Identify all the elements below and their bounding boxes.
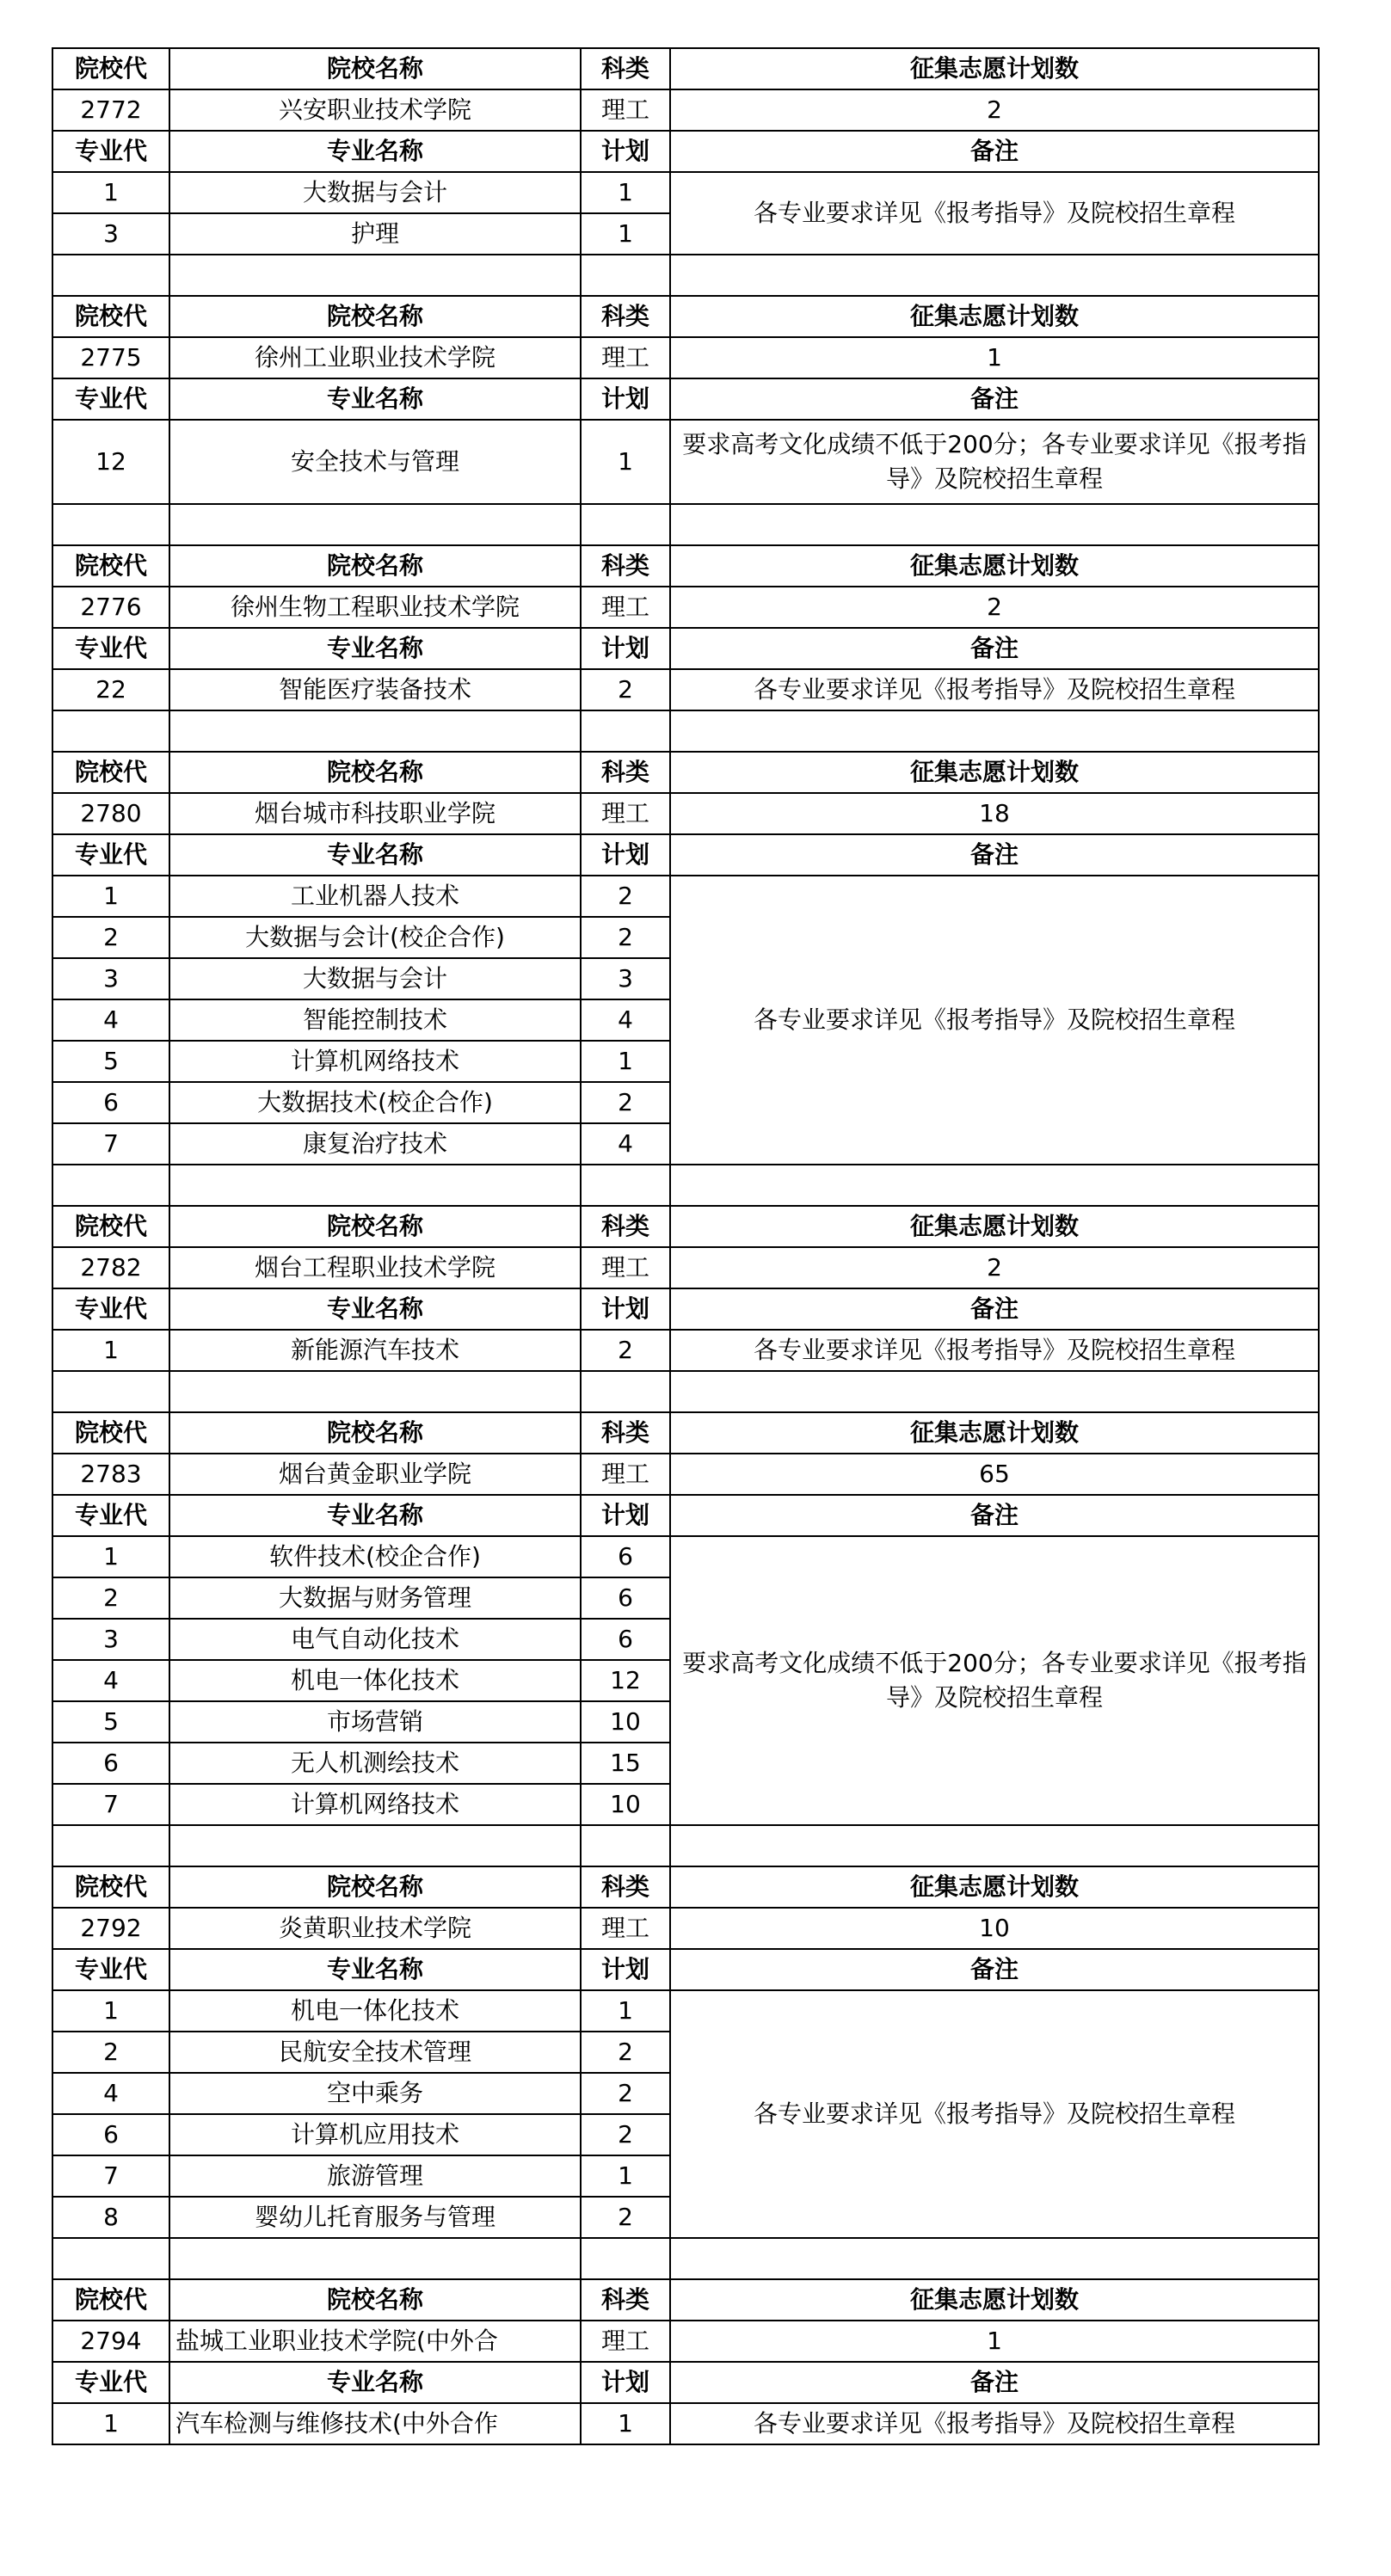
plan-header: 计划 — [581, 378, 670, 420]
school-name-header: 院校名称 — [169, 1866, 581, 1908]
school-category: 理工 — [581, 1908, 670, 1949]
major-code-header: 专业代 — [52, 628, 169, 669]
major-name-header: 专业名称 — [169, 628, 581, 669]
major-code-header: 专业代 — [52, 378, 169, 420]
remark-header: 备注 — [670, 1949, 1319, 1990]
major-plan: 1 — [581, 172, 670, 213]
major-code: 1 — [52, 876, 169, 917]
major-plan: 1 — [581, 213, 670, 255]
major-code: 6 — [52, 2114, 169, 2155]
school-category: 理工 — [581, 2321, 670, 2362]
empty-cell — [169, 1165, 581, 1206]
empty-cell — [581, 1825, 670, 1866]
major-plan: 2 — [581, 2073, 670, 2114]
school-plan-total: 1 — [670, 337, 1319, 378]
major-row — [52, 1990, 1319, 2032]
empty-cell — [52, 710, 169, 752]
major-name-header: 专业名称 — [169, 1288, 581, 1330]
major-name-header: 专业名称 — [169, 131, 581, 172]
major-code: 4 — [52, 1660, 169, 1701]
school-row — [52, 2321, 1319, 2362]
major-name: 大数据技术(校企合作) — [169, 1082, 581, 1123]
category-header: 科类 — [581, 545, 670, 587]
admission-plan-table — [52, 47, 1320, 2445]
empty-cell — [670, 1165, 1319, 1206]
major-plan: 10 — [581, 1784, 670, 1825]
major-name: 软件技术(校企合作) — [169, 1536, 581, 1577]
major-plan: 2 — [581, 669, 670, 710]
major-header-row — [52, 834, 1319, 876]
major-code: 7 — [52, 1784, 169, 1825]
empty-cell — [581, 710, 670, 752]
major-row — [52, 876, 1319, 917]
major-remark: 要求高考文化成绩不低于200分；各专业要求详见《报考指导》及院校招生章程 — [670, 1536, 1319, 1825]
school-code: 2792 — [52, 1908, 169, 1949]
empty-cell — [52, 1165, 169, 1206]
major-code: 2 — [52, 1577, 169, 1619]
major-plan: 2 — [581, 1330, 670, 1371]
school-name-header: 院校名称 — [169, 752, 581, 793]
school-row — [52, 89, 1319, 131]
spacer-row — [52, 710, 1319, 752]
major-name: 计算机网络技术 — [169, 1784, 581, 1825]
major-code: 6 — [52, 1743, 169, 1784]
school-code-header: 院校代 — [52, 752, 169, 793]
major-code: 1 — [52, 1990, 169, 2032]
plan-header: 计划 — [581, 1949, 670, 1990]
plan-header: 计划 — [581, 1288, 670, 1330]
plan-header: 计划 — [581, 1495, 670, 1536]
empty-cell — [670, 1825, 1319, 1866]
empty-cell — [581, 1371, 670, 1412]
empty-cell — [169, 1825, 581, 1866]
major-remark: 各专业要求详见《报考指导》及院校招生章程 — [670, 2403, 1319, 2444]
school-plan-total: 2 — [670, 1247, 1319, 1288]
plan-total-header: 征集志愿计划数 — [670, 48, 1319, 89]
major-remark: 各专业要求详见《报考指导》及院校招生章程 — [670, 876, 1319, 1165]
school-header-row — [52, 1866, 1319, 1908]
major-name: 安全技术与管理 — [169, 420, 581, 504]
major-remark: 各专业要求详见《报考指导》及院校招生章程 — [670, 669, 1319, 710]
major-code: 2 — [52, 2032, 169, 2073]
major-name: 汽车检测与维修技术(中外合作 — [169, 2403, 581, 2444]
school-category: 理工 — [581, 89, 670, 131]
major-code-header: 专业代 — [52, 131, 169, 172]
school-code: 2775 — [52, 337, 169, 378]
school-plan-total: 2 — [670, 89, 1319, 131]
school-code: 2780 — [52, 793, 169, 834]
school-row — [52, 587, 1319, 628]
major-row — [52, 1330, 1319, 1371]
plan-header: 计划 — [581, 2362, 670, 2403]
school-name-header: 院校名称 — [169, 1412, 581, 1454]
major-name: 新能源汽车技术 — [169, 1330, 581, 1371]
major-code: 12 — [52, 420, 169, 504]
major-name: 康复治疗技术 — [169, 1123, 581, 1165]
major-name: 大数据与会计(校企合作) — [169, 917, 581, 958]
school-category: 理工 — [581, 1247, 670, 1288]
remark-header: 备注 — [670, 1288, 1319, 1330]
major-code: 5 — [52, 1701, 169, 1743]
major-remark: 要求高考文化成绩不低于200分；各专业要求详见《报考指导》及院校招生章程 — [670, 420, 1319, 504]
major-name: 民航安全技术管理 — [169, 2032, 581, 2073]
school-name-header: 院校名称 — [169, 2279, 581, 2321]
school-code-header: 院校代 — [52, 1412, 169, 1454]
major-code: 5 — [52, 1041, 169, 1082]
empty-cell — [169, 710, 581, 752]
major-plan: 1 — [581, 1041, 670, 1082]
major-name: 旅游管理 — [169, 2155, 581, 2197]
major-plan: 2 — [581, 1082, 670, 1123]
major-code: 7 — [52, 2155, 169, 2197]
major-remark: 各专业要求详见《报考指导》及院校招生章程 — [670, 1990, 1319, 2238]
major-plan: 2 — [581, 2114, 670, 2155]
major-code: 22 — [52, 669, 169, 710]
empty-cell — [52, 1825, 169, 1866]
major-remark: 各专业要求详见《报考指导》及院校招生章程 — [670, 1330, 1319, 1371]
major-row — [52, 2403, 1319, 2444]
empty-cell — [670, 2238, 1319, 2279]
major-code: 4 — [52, 999, 169, 1041]
school-name: 徐州工业职业技术学院 — [169, 337, 581, 378]
empty-cell — [169, 1371, 581, 1412]
major-plan: 3 — [581, 958, 670, 999]
empty-cell — [581, 1165, 670, 1206]
major-name-header: 专业名称 — [169, 2362, 581, 2403]
major-row — [52, 1536, 1319, 1577]
major-header-row — [52, 131, 1319, 172]
major-plan: 15 — [581, 1743, 670, 1784]
school-code-header: 院校代 — [52, 1206, 169, 1247]
major-code: 2 — [52, 917, 169, 958]
school-code-header: 院校代 — [52, 545, 169, 587]
school-name: 烟台黄金职业学院 — [169, 1454, 581, 1495]
major-name: 婴幼儿托育服务与管理 — [169, 2197, 581, 2238]
major-header-row — [52, 2362, 1319, 2403]
major-plan: 10 — [581, 1701, 670, 1743]
empty-cell — [52, 504, 169, 545]
school-code-header: 院校代 — [52, 296, 169, 337]
plan-header: 计划 — [581, 834, 670, 876]
major-name: 空中乘务 — [169, 2073, 581, 2114]
plan-header: 计划 — [581, 131, 670, 172]
major-plan: 1 — [581, 420, 670, 504]
school-category: 理工 — [581, 1454, 670, 1495]
empty-cell — [52, 255, 169, 296]
plan-total-header: 征集志愿计划数 — [670, 545, 1319, 587]
major-name: 机电一体化技术 — [169, 1660, 581, 1701]
remark-header: 备注 — [670, 131, 1319, 172]
category-header: 科类 — [581, 48, 670, 89]
school-code: 2772 — [52, 89, 169, 131]
spacer-row — [52, 504, 1319, 545]
major-code: 1 — [52, 2403, 169, 2444]
school-plan-total: 1 — [670, 2321, 1319, 2362]
school-name-header: 院校名称 — [169, 545, 581, 587]
empty-cell — [670, 255, 1319, 296]
remark-header: 备注 — [670, 378, 1319, 420]
major-row — [52, 669, 1319, 710]
empty-cell — [670, 710, 1319, 752]
plan-total-header: 征集志愿计划数 — [670, 296, 1319, 337]
school-category: 理工 — [581, 337, 670, 378]
major-code: 1 — [52, 1536, 169, 1577]
major-plan: 2 — [581, 2197, 670, 2238]
major-plan: 1 — [581, 2155, 670, 2197]
major-header-row — [52, 378, 1319, 420]
major-header-row — [52, 628, 1319, 669]
empty-cell — [169, 504, 581, 545]
empty-cell — [169, 255, 581, 296]
major-row — [52, 420, 1319, 504]
remark-header: 备注 — [670, 834, 1319, 876]
plan-total-header: 征集志愿计划数 — [670, 1866, 1319, 1908]
major-name: 市场营销 — [169, 1701, 581, 1743]
plan-total-header: 征集志愿计划数 — [670, 1206, 1319, 1247]
major-plan: 2 — [581, 2032, 670, 2073]
school-header-row — [52, 296, 1319, 337]
major-header-row — [52, 1949, 1319, 1990]
category-header: 科类 — [581, 296, 670, 337]
remark-header: 备注 — [670, 628, 1319, 669]
major-code-header: 专业代 — [52, 1495, 169, 1536]
major-code: 7 — [52, 1123, 169, 1165]
school-name: 烟台工程职业技术学院 — [169, 1247, 581, 1288]
major-name: 大数据与会计 — [169, 172, 581, 213]
spacer-row — [52, 1825, 1319, 1866]
empty-cell — [581, 2238, 670, 2279]
spacer-row — [52, 1165, 1319, 1206]
major-name: 护理 — [169, 213, 581, 255]
major-name-header: 专业名称 — [169, 1949, 581, 1990]
school-code-header: 院校代 — [52, 48, 169, 89]
major-code: 3 — [52, 958, 169, 999]
empty-cell — [52, 2238, 169, 2279]
school-header-row — [52, 2279, 1319, 2321]
major-code-header: 专业代 — [52, 2362, 169, 2403]
major-name: 大数据与财务管理 — [169, 1577, 581, 1619]
category-header: 科类 — [581, 2279, 670, 2321]
major-name: 无人机测绘技术 — [169, 1743, 581, 1784]
major-code: 3 — [52, 213, 169, 255]
empty-cell — [670, 1371, 1319, 1412]
category-header: 科类 — [581, 1412, 670, 1454]
school-code-header: 院校代 — [52, 2279, 169, 2321]
category-header: 科类 — [581, 1206, 670, 1247]
empty-cell — [52, 1371, 169, 1412]
major-name: 大数据与会计 — [169, 958, 581, 999]
school-code-header: 院校代 — [52, 1866, 169, 1908]
plan-header: 计划 — [581, 628, 670, 669]
major-plan: 1 — [581, 2403, 670, 2444]
major-code: 1 — [52, 1330, 169, 1371]
major-name: 计算机网络技术 — [169, 1041, 581, 1082]
major-name: 计算机应用技术 — [169, 2114, 581, 2155]
major-code-header: 专业代 — [52, 1288, 169, 1330]
school-name: 徐州生物工程职业技术学院 — [169, 587, 581, 628]
major-name: 工业机器人技术 — [169, 876, 581, 917]
major-name: 智能医疗装备技术 — [169, 669, 581, 710]
major-name-header: 专业名称 — [169, 378, 581, 420]
school-row — [52, 337, 1319, 378]
school-code: 2783 — [52, 1454, 169, 1495]
major-plan: 4 — [581, 999, 670, 1041]
school-row — [52, 1908, 1319, 1949]
school-category: 理工 — [581, 587, 670, 628]
category-header: 科类 — [581, 1866, 670, 1908]
school-name-header: 院校名称 — [169, 296, 581, 337]
school-plan-total: 2 — [670, 587, 1319, 628]
school-header-row — [52, 48, 1319, 89]
major-name: 电气自动化技术 — [169, 1619, 581, 1660]
spacer-row — [52, 2238, 1319, 2279]
major-remark: 各专业要求详见《报考指导》及院校招生章程 — [670, 172, 1319, 255]
school-code: 2776 — [52, 587, 169, 628]
school-header-row — [52, 1206, 1319, 1247]
remark-header: 备注 — [670, 2362, 1319, 2403]
school-plan-total: 18 — [670, 793, 1319, 834]
plan-total-header: 征集志愿计划数 — [670, 752, 1319, 793]
school-row — [52, 1454, 1319, 1495]
major-name-header: 专业名称 — [169, 834, 581, 876]
spacer-row — [52, 255, 1319, 296]
school-row — [52, 793, 1319, 834]
major-plan: 4 — [581, 1123, 670, 1165]
category-header: 科类 — [581, 752, 670, 793]
school-plan-total: 65 — [670, 1454, 1319, 1495]
empty-cell — [169, 2238, 581, 2279]
empty-cell — [670, 504, 1319, 545]
major-code: 4 — [52, 2073, 169, 2114]
school-name-header: 院校名称 — [169, 1206, 581, 1247]
school-header-row — [52, 545, 1319, 587]
school-name: 烟台城市科技职业学院 — [169, 793, 581, 834]
school-name: 兴安职业技术学院 — [169, 89, 581, 131]
school-name: 盐城工业职业技术学院(中外合 — [169, 2321, 581, 2362]
spacer-row — [52, 1371, 1319, 1412]
school-header-row — [52, 1412, 1319, 1454]
remark-header: 备注 — [670, 1495, 1319, 1536]
major-code: 1 — [52, 172, 169, 213]
plan-total-header: 征集志愿计划数 — [670, 2279, 1319, 2321]
major-header-row — [52, 1495, 1319, 1536]
school-category: 理工 — [581, 793, 670, 834]
major-code: 6 — [52, 1082, 169, 1123]
major-name: 机电一体化技术 — [169, 1990, 581, 2032]
major-row — [52, 172, 1319, 213]
major-plan: 6 — [581, 1577, 670, 1619]
major-code-header: 专业代 — [52, 834, 169, 876]
school-row — [52, 1247, 1319, 1288]
school-name-header: 院校名称 — [169, 48, 581, 89]
major-code-header: 专业代 — [52, 1949, 169, 1990]
major-code: 3 — [52, 1619, 169, 1660]
major-plan: 6 — [581, 1619, 670, 1660]
major-name: 智能控制技术 — [169, 999, 581, 1041]
school-name: 炎黄职业技术学院 — [169, 1908, 581, 1949]
major-name-header: 专业名称 — [169, 1495, 581, 1536]
school-plan-total: 10 — [670, 1908, 1319, 1949]
school-header-row — [52, 752, 1319, 793]
empty-cell — [581, 255, 670, 296]
major-plan: 1 — [581, 1990, 670, 2032]
school-code: 2782 — [52, 1247, 169, 1288]
major-header-row — [52, 1288, 1319, 1330]
major-plan: 6 — [581, 1536, 670, 1577]
major-plan: 2 — [581, 917, 670, 958]
major-plan: 2 — [581, 876, 670, 917]
major-code: 8 — [52, 2197, 169, 2238]
school-code: 2794 — [52, 2321, 169, 2362]
major-plan: 12 — [581, 1660, 670, 1701]
empty-cell — [581, 504, 670, 545]
plan-total-header: 征集志愿计划数 — [670, 1412, 1319, 1454]
